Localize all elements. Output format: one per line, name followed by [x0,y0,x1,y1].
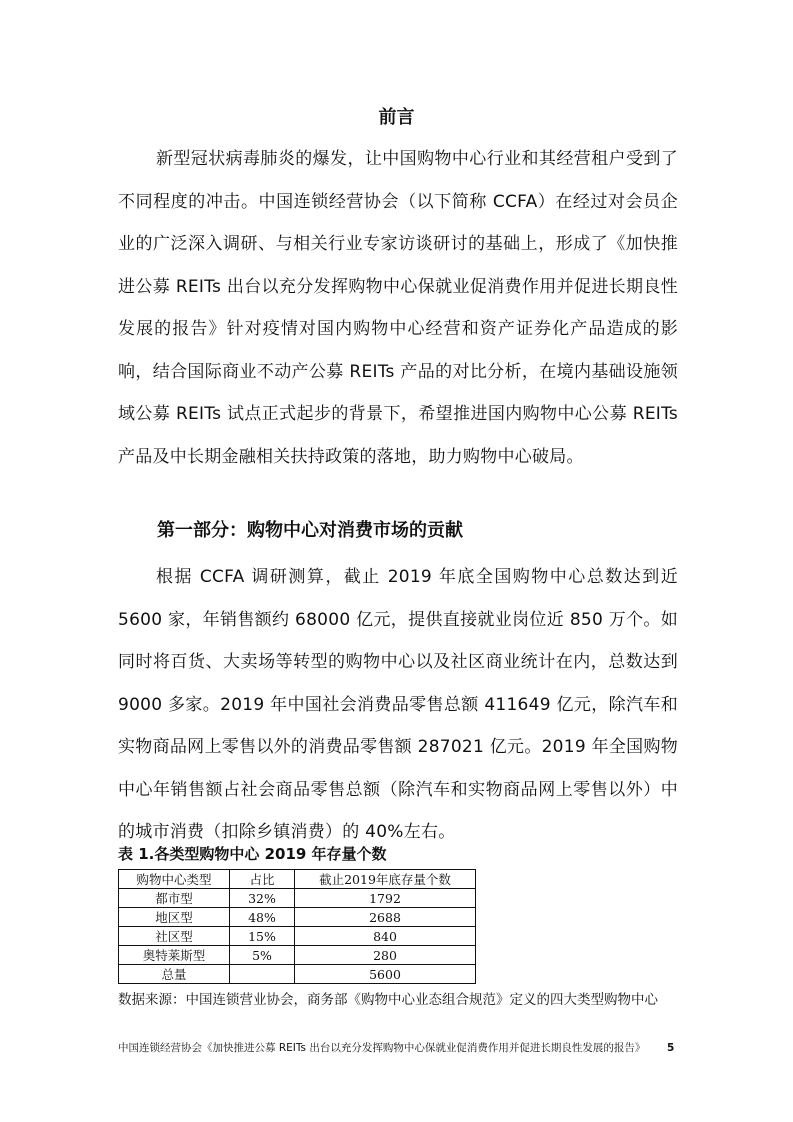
table-header-row [119,870,476,889]
cell-type: 地区型 [119,908,230,927]
cell-count: 280 [295,946,476,965]
table-row [119,927,476,946]
table-caption: 表 1.各类型购物中心 2019 年存量个数 [118,845,387,863]
header-count: 截止2019年底存量个数 [295,870,476,889]
cell-type: 社区型 [119,927,230,946]
cell-type: 都市型 [119,889,230,908]
header-type: 购物中心类型 [119,870,230,889]
section-title: 第一部分：购物中心对消费市场的贡献 [157,520,463,541]
header-share: 占比 [230,870,295,889]
cell-count: 840 [295,927,476,946]
preface-paragraph: 新型冠状病毒肺炎的爆发，让中国购物中心行业和其经营租户受到了不同程度的冲击。中国连锁经营协会（以下简称 CCFA）在经过对会员企业的广泛深入调研、与相关行业专家访谈研讨的基础上，形成了《加快推进公募 REITs 出台以充分发挥购物中心保就业促消费作用并促进长期良性发展的报告》针对疫情对国内购物中心经营和资产证券化产品造成的影响，结合国际商业不动产公募 REITs 产品的对比分析，在境内基础设施领域公募 REITs 试点正式起步的背景下，希望推进国内购物中心公募 REITs 产品及中长期金融相关扶持政策的落地，助力购物中心破局。 [118,149,678,467]
table-row [119,889,476,908]
source-note: 数据来源：中国连锁营业协会，商务部《购物中心业态组合规范》定义的四大类型购物中心 [118,992,658,1008]
cell-count: 5600 [295,965,476,984]
cell-type: 总量 [119,965,230,984]
cell-share: 15% [230,927,295,946]
page-footer: 中国连锁经营协会《加快推进公募 REITs 出台以充分发挥购物中心保就业促消费作用并促进长期良性发展的报告》 [118,1042,646,1054]
cell-count: 1792 [295,889,476,908]
table-row [119,908,476,927]
cell-share: 32% [230,889,295,908]
table-row-total [119,965,476,984]
cell-share: 5% [230,946,295,965]
cell-share: 48% [230,908,295,927]
cell-type: 奥特莱斯型 [119,946,230,965]
data-table [118,869,476,984]
cell-count: 2688 [295,908,476,927]
table-row [119,946,476,965]
page-heading: 前言 [378,107,415,128]
cell-share [230,965,295,984]
page-number: 5 [667,1042,675,1054]
section-paragraph: 根据 CCFA 调研测算，截止 2019 年底全国购物中心总数达到近 5600 家，年销售额约 68000 亿元，提供直接就业岗位近 850 万个。如同时将百货、大卖场等转型的购物中心以及社区商业统计在内，总数达到 9000 多家。2019 年中国社会消费品零售总额 411649 亿元，除汽车和实物商品网上零售以外的消费品零售额 287021 亿元。2019 年全国购物中心年销售额占社会商品零售总额（除汽车和实物商品网上零售以外）中的城市消费（扣除乡镇消费）的 40%左右。 [118,567,678,842]
